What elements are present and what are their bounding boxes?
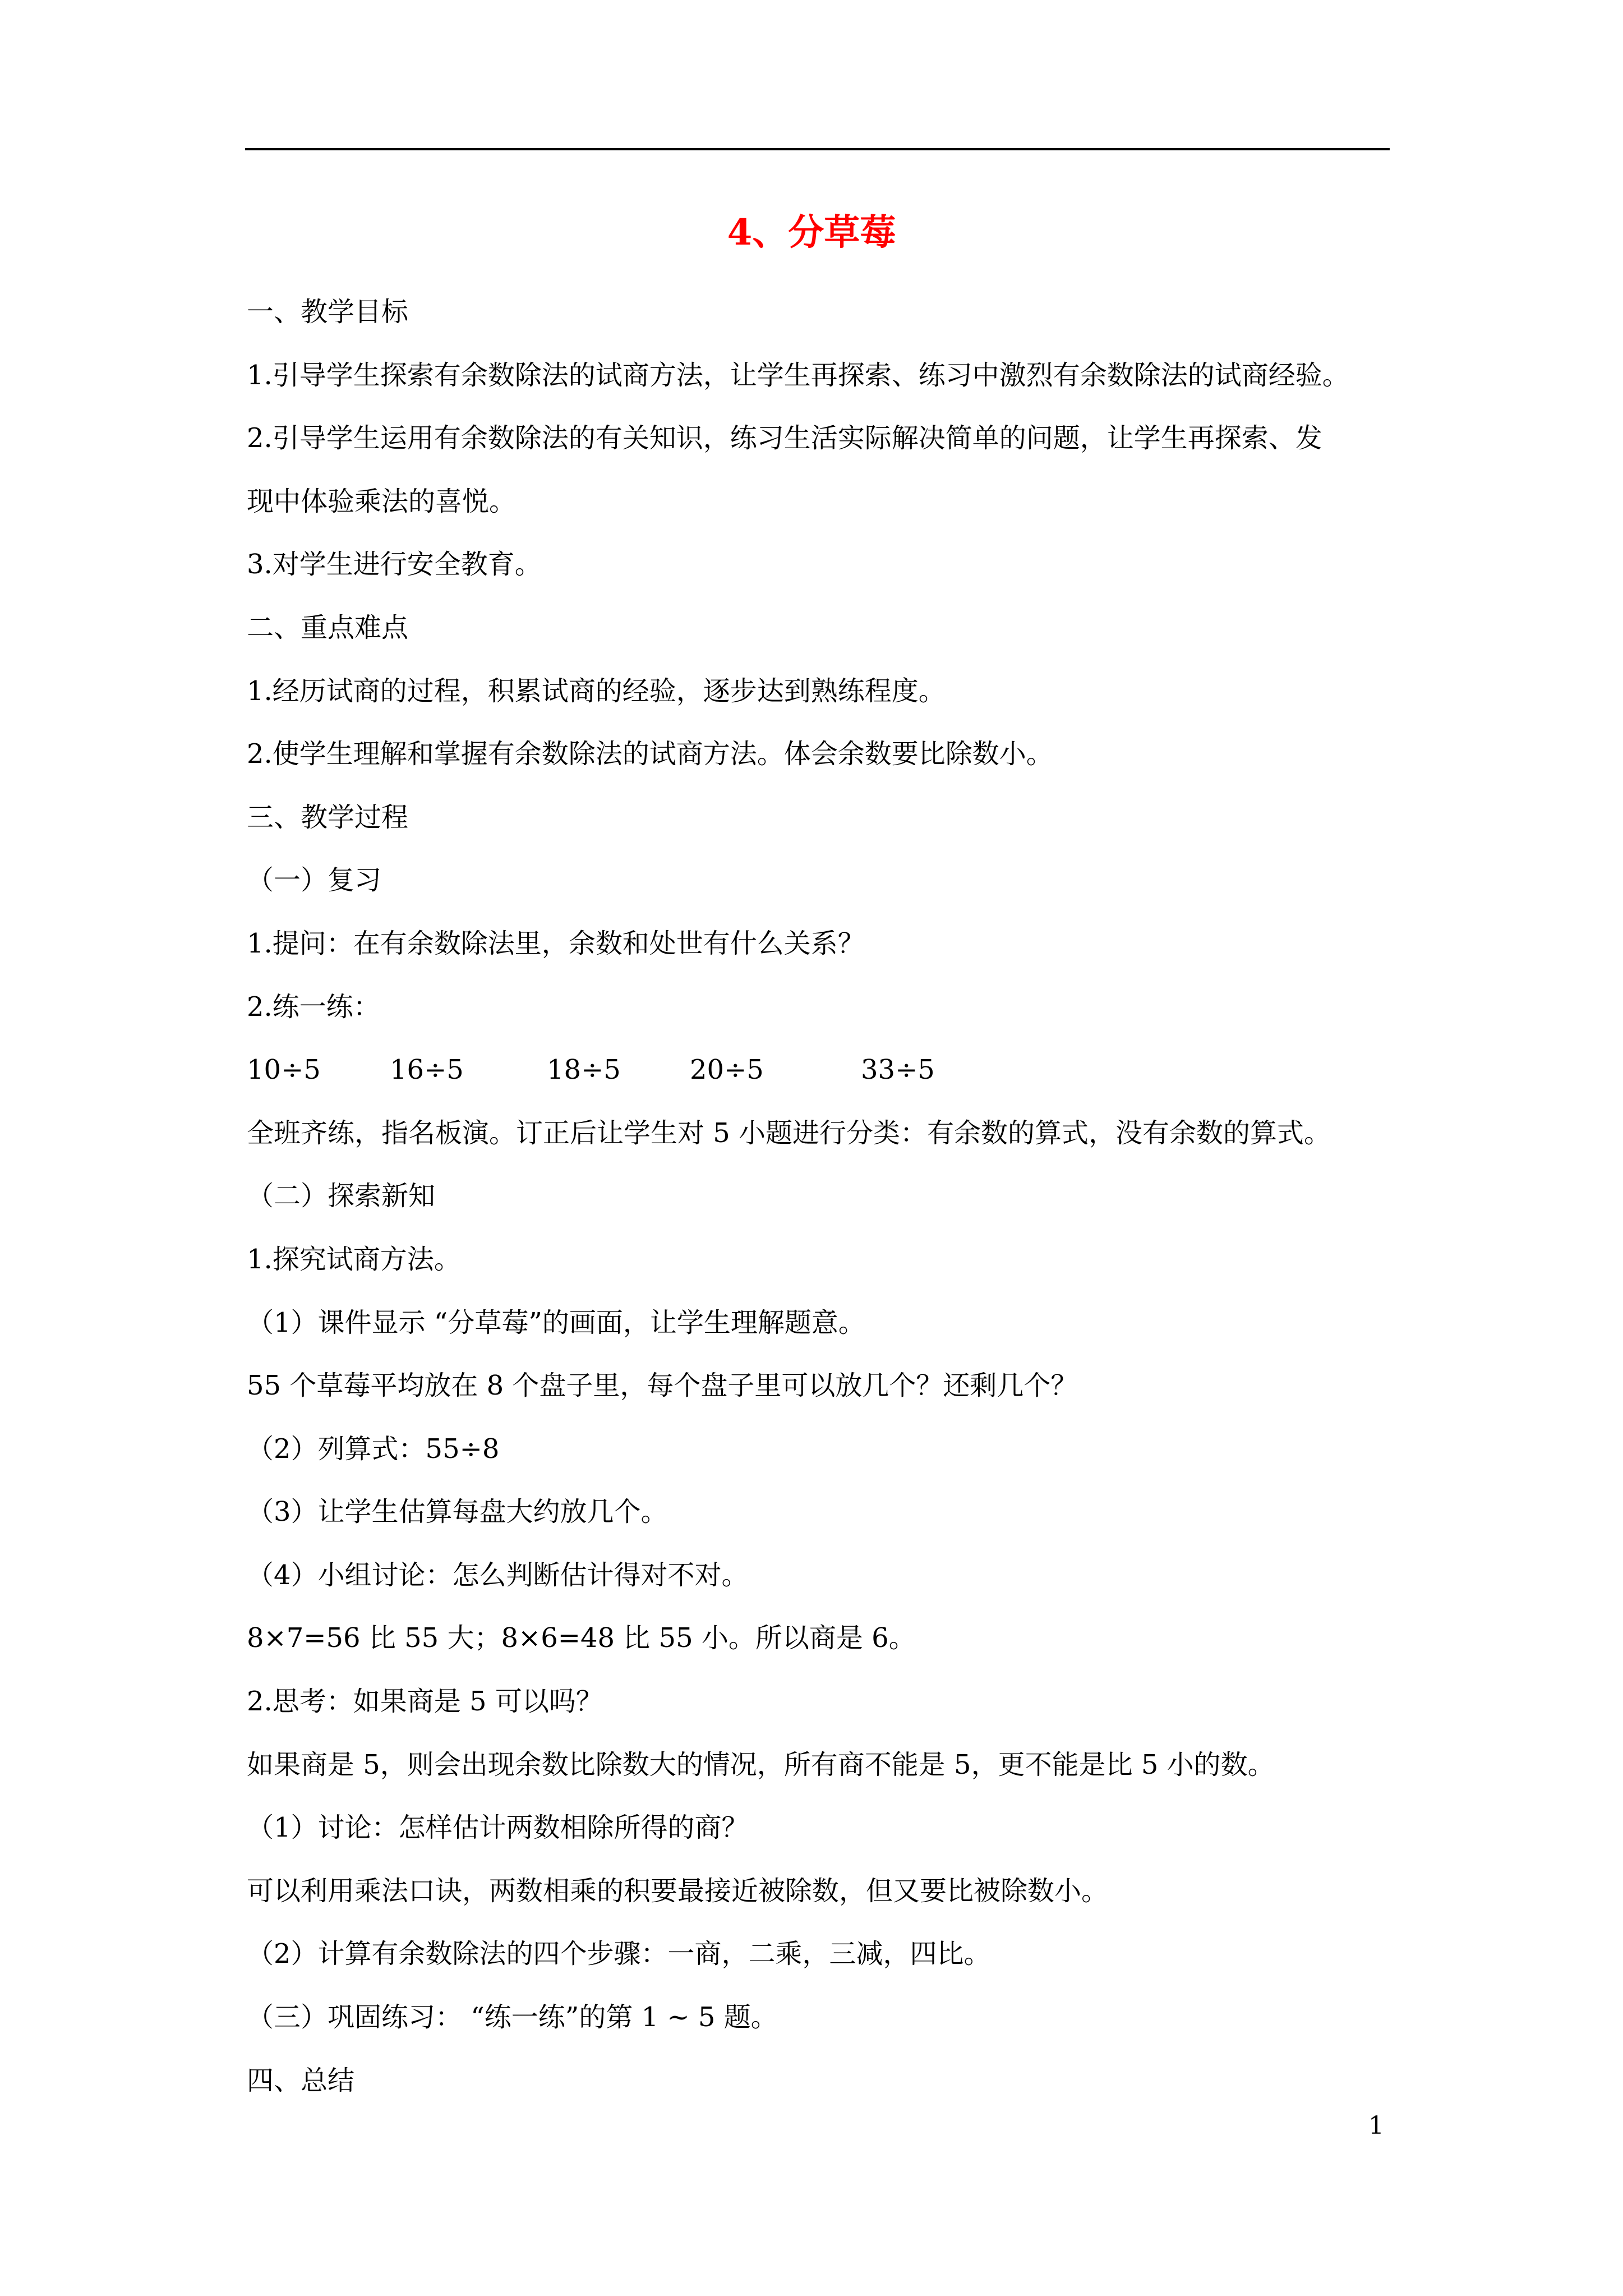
text-line: 2.使学生理解和掌握有余数除法的试商方法。体会余数要比除数小。 — [247, 738, 1053, 770]
text-line: 2.思考：如果商是 5 可以吗？ — [247, 1686, 603, 1718]
text-line: 1.引导学生探索有余数除法的试商方法，让学生再探索、练习中激烈有余数除法的试商经验。 — [247, 359, 1349, 391]
text-line: （1）讨论：怎样估计两数相除所得的商？ — [247, 1812, 749, 1844]
page-number: 1 — [1368, 2111, 1384, 2140]
text-line: 一、教学目标 — [247, 296, 409, 328]
subsection-heading: （三）巩固练习： “练一练”的第 1 ~ 5 题。 — [247, 2001, 778, 2033]
section-heading: 三、教学过程 — [247, 801, 409, 833]
text-line: 2.练一练： — [247, 991, 380, 1023]
text-line: （2）计算有余数除法的四个步骤：一商，二乘，三减，四比。 — [247, 1938, 991, 1970]
division-expression: 18÷5 — [547, 1054, 621, 1086]
text-line: （4）小组讨论：怎么判断估计得对不对。 — [247, 1559, 749, 1591]
text-line: （3）让学生估算每盘大约放几个。 — [247, 1496, 668, 1528]
text-line: （1）课件显示 “分草莓”的画面，让学生理解题意。 — [247, 1306, 865, 1338]
text-line: 可以利用乘法口诀，两数相乘的积要最接近被除数，但又要比被除数小。 — [247, 1875, 1109, 1907]
text-line: 1.提问：在有余数除法里，余数和处世有什么关系？ — [247, 927, 865, 959]
text-line: 3.对学生进行安全教育。 — [247, 549, 542, 581]
text-line: 如果商是 5，则会出现余数比除数大的情况，所有商不能是 5，更不能是比 5 小的数。 — [247, 1749, 1275, 1780]
text-line: 2.引导学生运用有余数除法的有关知识，练习生活实际解决简单的问题，让学生再探索、发 — [247, 422, 1322, 454]
division-expression: 20÷5 — [690, 1054, 764, 1086]
text-line: 8×7=56 比 55 大；8×6=48 比 55 小。所以商是 6。 — [247, 1622, 916, 1654]
division-expression: 16÷5 — [390, 1054, 464, 1086]
division-expression: 10÷5 — [247, 1054, 321, 1086]
page-title: 4、分草莓 — [727, 211, 896, 254]
text-line: 全班齐练，指名板演。订正后让学生对 5 小题进行分类：有余数的算式，没有余数的算式。 — [247, 1117, 1331, 1149]
text-line: 55 个草莓平均放在 8 个盘子里，每个盘子里可以放几个？还剩几个？ — [247, 1370, 1078, 1402]
division-expression: 33÷5 — [861, 1054, 935, 1086]
document-body — [247, 280, 1391, 2112]
subsection-heading: （二）探索新知 — [247, 1180, 436, 1212]
subsection-heading: （一）复习 — [247, 864, 382, 896]
section-heading: 二、重点难点 — [247, 611, 409, 643]
text-line: 现中体验乘法的喜悦。 — [247, 485, 517, 517]
section-heading: 四、总结 — [247, 2064, 355, 2096]
header-rule — [245, 148, 1390, 150]
text-line: 1.探究试商方法。 — [247, 1243, 461, 1275]
expression-row — [247, 1038, 1391, 1102]
text-line: 1.经历试商的过程，积累试商的经验，逐步达到熟练程度。 — [247, 675, 946, 707]
text-line: （2）列算式：55÷8 — [247, 1433, 500, 1465]
